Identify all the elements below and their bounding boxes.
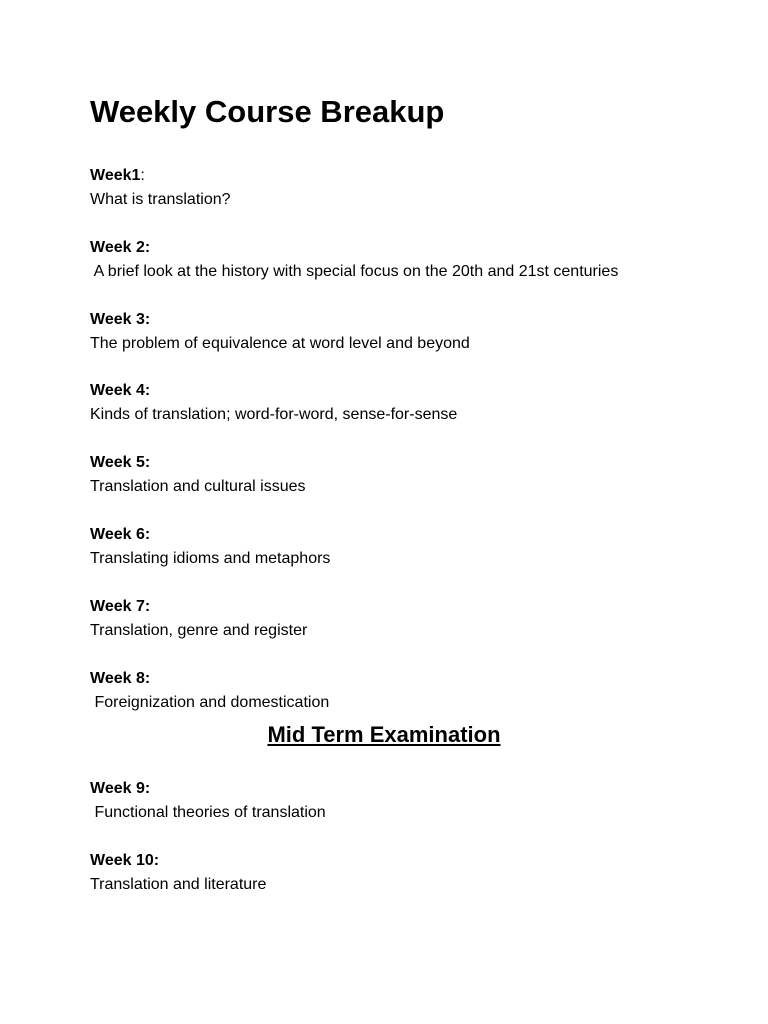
week-description: Kinds of translation; word-for-word, sense-for-sense <box>90 406 458 423</box>
week-label <box>90 777 326 801</box>
week-description: Translation and cultural issues <box>90 478 306 495</box>
week-separator: : <box>140 167 145 184</box>
week-entry-1 <box>90 164 231 212</box>
week-description: Translation, genre and register <box>90 622 308 639</box>
week-entry-6 <box>90 523 330 571</box>
week-number: Week 10: <box>90 852 160 869</box>
week-number: Week 6: <box>90 526 151 543</box>
week-description: A brief look at the history with special focus on the 20th and 21st centuries <box>90 263 619 280</box>
document-title: Weekly Course Breakup <box>90 94 445 129</box>
week-description: Translation and literature <box>90 876 267 893</box>
week-label <box>90 667 329 691</box>
week-number: Week 3: <box>90 311 151 328</box>
week-entry-3 <box>90 308 470 356</box>
week-description: The problem of equivalence at word level and beyond <box>90 335 470 352</box>
week-label <box>90 236 618 260</box>
midterm-heading: Mid Term Examination <box>267 722 501 747</box>
week-number: Week 8: <box>90 670 151 687</box>
week-entry-5 <box>90 451 306 499</box>
week-entry-4 <box>90 379 457 427</box>
week-number: Week 2: <box>90 239 151 256</box>
week-label <box>90 849 266 873</box>
week-description: Foreignization and domestication <box>90 694 330 711</box>
week-number: Week 4: <box>90 382 151 399</box>
week-label <box>90 164 231 188</box>
week-description: Functional theories of translation <box>90 804 326 821</box>
week-label <box>90 523 330 547</box>
week-description: Translating idioms and metaphors <box>90 550 331 567</box>
week-label <box>90 379 457 403</box>
week-number: Week 7: <box>90 598 151 615</box>
week-label <box>90 451 306 475</box>
week-description: What is translation? <box>90 191 231 208</box>
week-number: Week 9: <box>90 780 151 797</box>
week-label <box>90 308 470 332</box>
week-entry-9 <box>90 777 326 825</box>
week-entry-7 <box>90 595 307 643</box>
week-entry-2 <box>90 236 618 284</box>
week-entry-8 <box>90 667 329 715</box>
week-number: Week1 <box>90 167 141 184</box>
week-entry-10 <box>90 849 266 897</box>
week-number: Week 5: <box>90 454 151 471</box>
week-label <box>90 595 307 619</box>
